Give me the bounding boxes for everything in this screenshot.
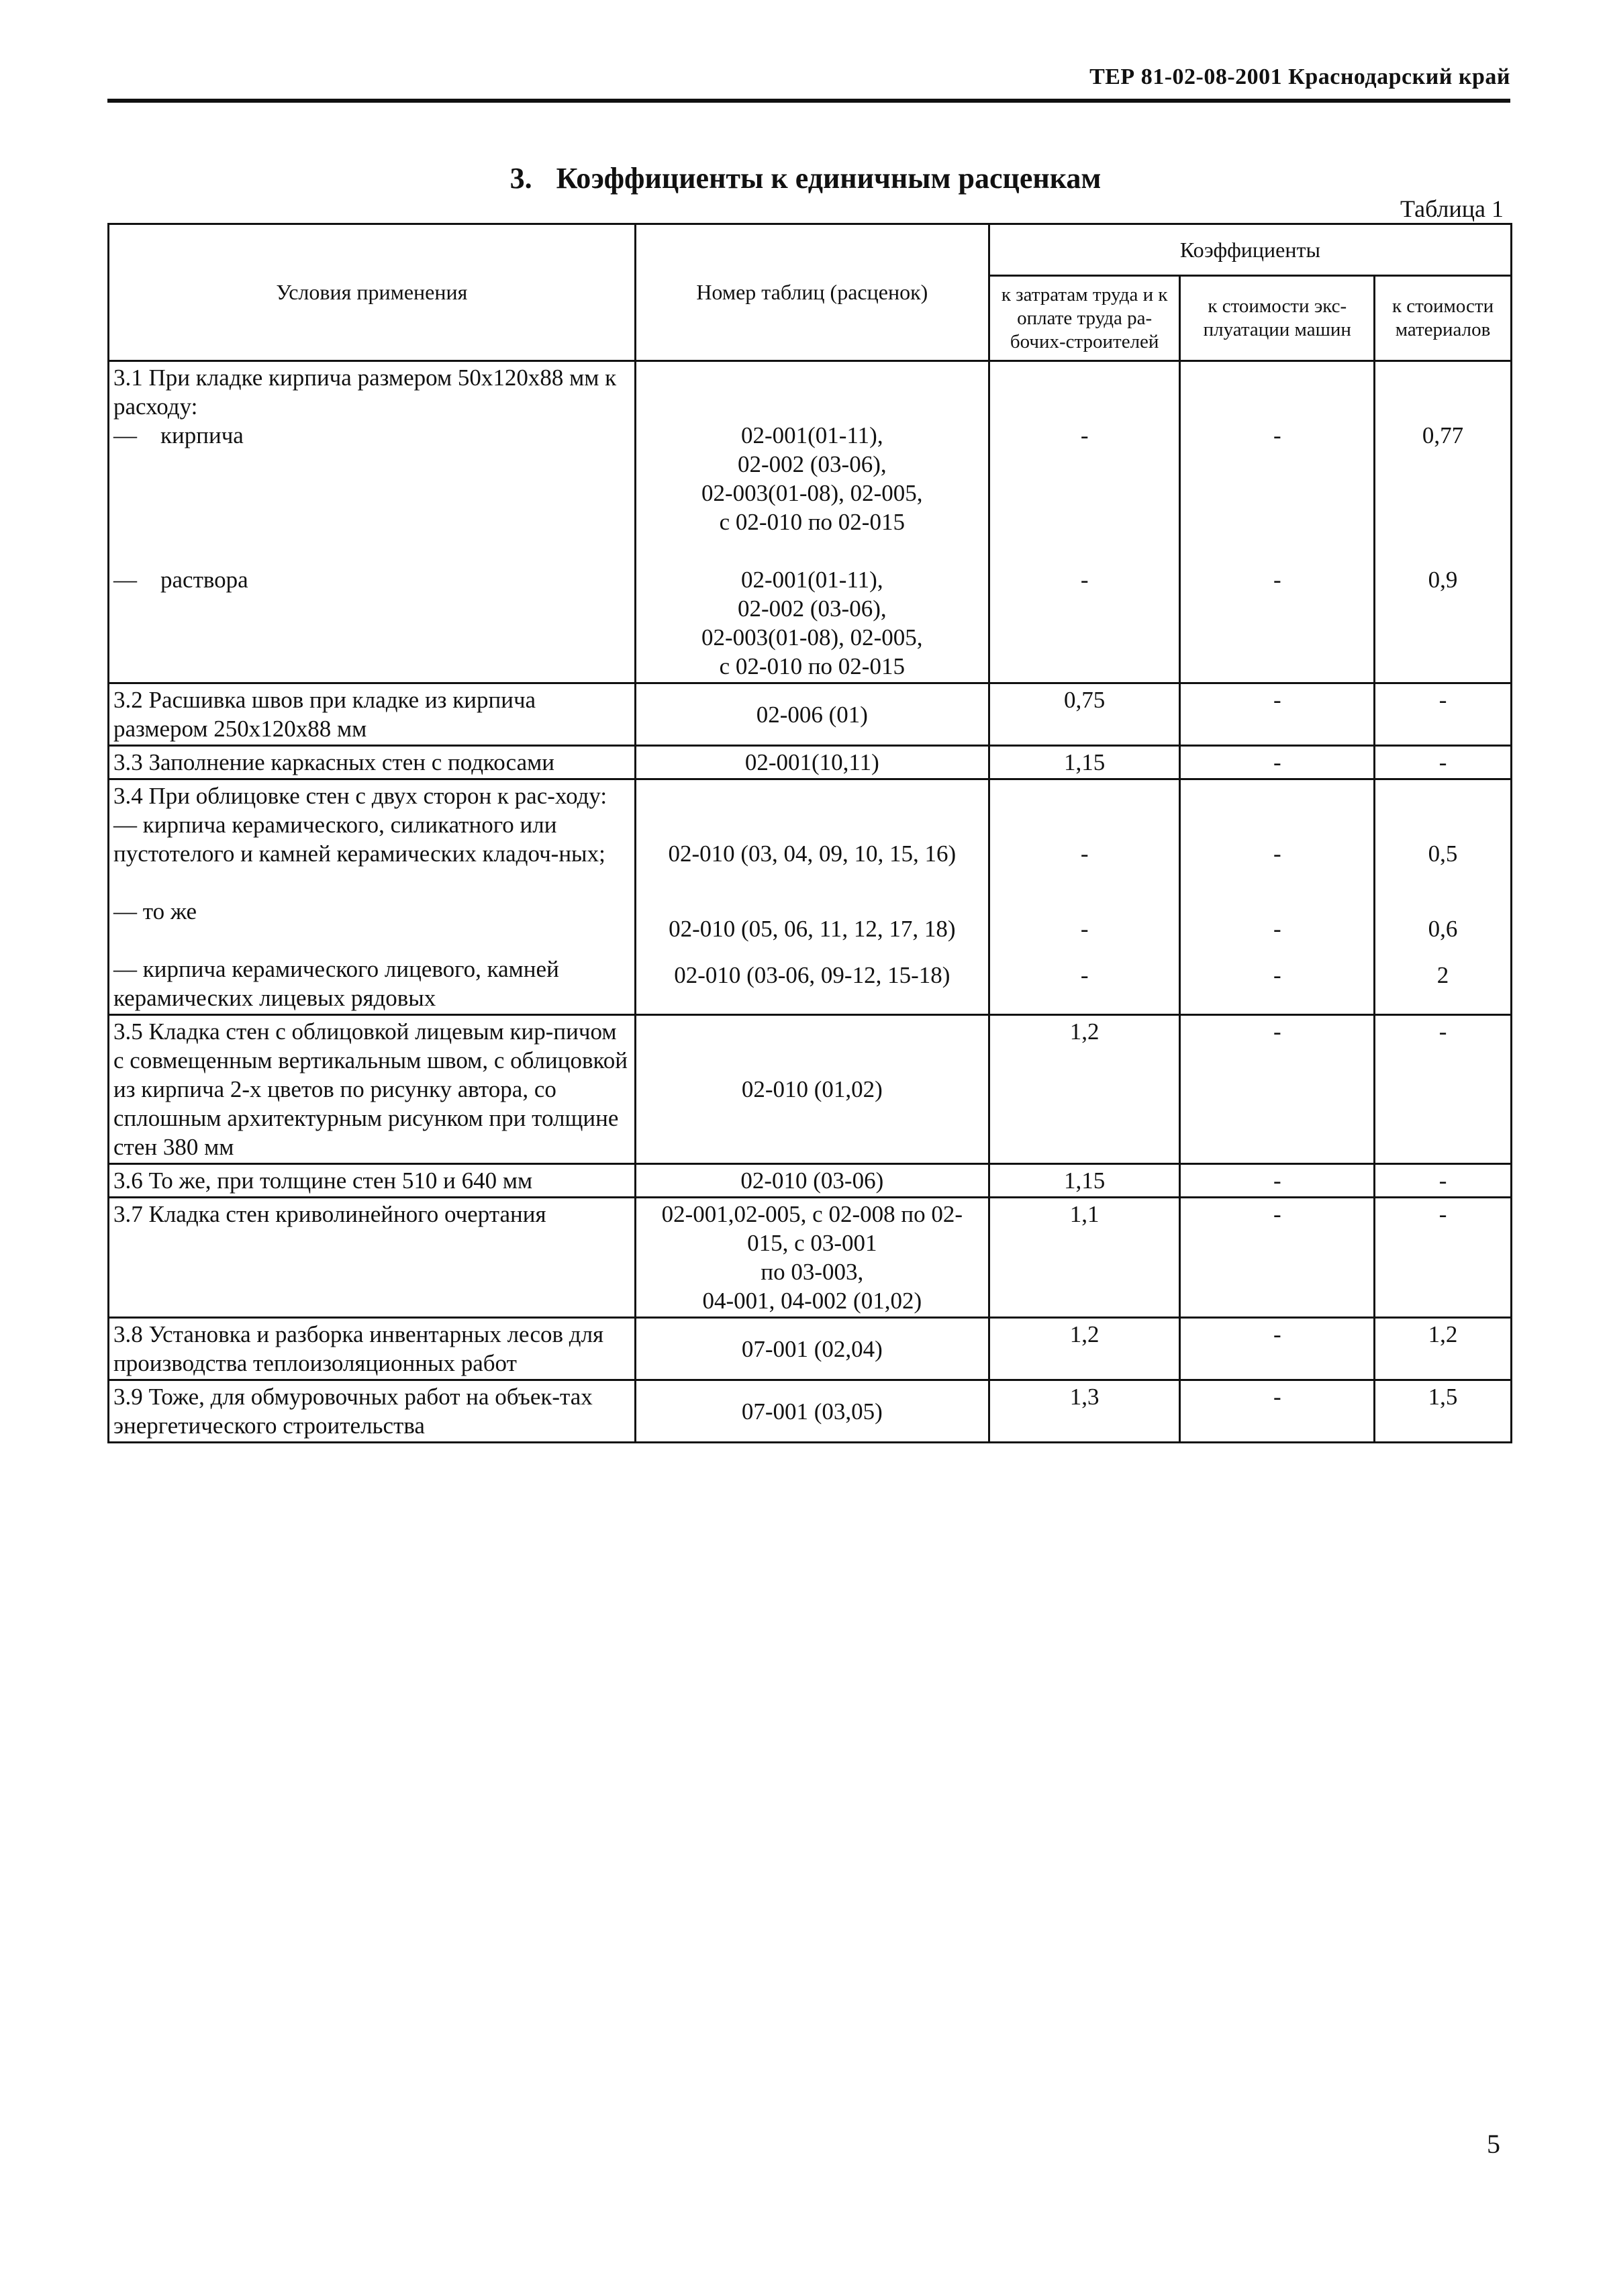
coefficient-value: 0,5 — [1428, 841, 1458, 867]
materials-coefficient-cell: - — [1375, 1198, 1512, 1318]
condition-cell: 3.5 Кладка стен с облицовкой лицевым кир-пичом с совмещенным вертикальным швом, с облицовкой из кирпича 2-х цветов по рисунку автора, со сплошным архитектурным рисунком при толщине стен 380 мм — [109, 1015, 636, 1164]
table-number-cell — [635, 361, 989, 683]
condition-subitem: — кирпича керамического, силикатного или пустотелого и камней керамических кладоч-ных; — [113, 812, 605, 867]
table-row — [109, 1318, 1512, 1380]
table-number-line: 02-001,02-005, с 02-008 по 02- — [661, 1201, 963, 1227]
section-title — [0, 161, 1611, 195]
condition-cell: 3.6 То же, при толщине стен 510 и 640 мм — [109, 1164, 636, 1198]
condition-cell: 3.3 Заполнение каркасных стен с подкосами — [109, 746, 636, 779]
condition-subitem: — то же — [113, 898, 197, 924]
condition-cell — [109, 361, 636, 683]
table-number-cell: 02-001(10,11) — [635, 746, 989, 779]
table-number-line: 015, с 03-001 — [747, 1230, 877, 1256]
condition-subitem: раствора — [160, 567, 248, 593]
materials-coefficient-cell — [1375, 361, 1512, 683]
labor-coefficient-cell: 1,2 — [989, 1015, 1180, 1164]
column-header-coefficients: Коэффициенты — [989, 224, 1511, 276]
labor-coefficient-cell: 0,75 — [989, 683, 1180, 746]
labor-coefficient-cell — [989, 779, 1180, 1015]
machines-coefficient-cell: - — [1180, 1318, 1375, 1380]
coefficient-value: - — [1080, 422, 1089, 448]
table-number-line: с 02-010 по 02-015 — [719, 509, 905, 535]
machines-coefficient-cell: - — [1180, 1015, 1375, 1164]
dash-mark: — — [113, 422, 137, 448]
table-label: Таблица 1 — [1400, 195, 1504, 222]
table-row — [109, 1380, 1512, 1443]
condition-cell: 3.8 Установка и разборка инвентарных лесов для производства теплоизоляционных работ — [109, 1318, 636, 1380]
table-number-line: 02-001(01-11), — [741, 422, 883, 448]
condition-subitem: — кирпича керамического лицевого, камней керамических лицевых рядовых — [113, 956, 559, 1011]
materials-coefficient-cell: 1,2 — [1375, 1318, 1512, 1380]
dash-mark: — — [113, 567, 137, 593]
table-number-line: по 03-003, — [761, 1259, 864, 1285]
coefficient-value: - — [1273, 567, 1281, 593]
coefficient-value: - — [1080, 841, 1089, 867]
table-row — [109, 779, 1512, 1015]
coefficient-value: 0,9 — [1428, 567, 1458, 593]
column-header-labor: к затратам труда и к оплате труда ра-бочих-строителей — [989, 276, 1180, 361]
table-number-cell: 07-001 (03,05) — [635, 1380, 989, 1443]
coefficient-value: - — [1273, 916, 1281, 942]
table-row — [109, 1015, 1512, 1164]
coefficient-value: - — [1273, 962, 1281, 988]
condition-subitem: кирпича — [160, 422, 244, 448]
materials-coefficient-cell: - — [1375, 746, 1512, 779]
table-number-cell: 02-010 (03-06) — [635, 1164, 989, 1198]
coefficient-value: 0,6 — [1428, 916, 1458, 942]
machines-coefficient-cell: - — [1180, 1380, 1375, 1443]
table-number-line: 04-001, 04-002 (01,02) — [702, 1288, 922, 1314]
column-header-conditions: Условия применения — [109, 224, 636, 361]
table-number-line: с 02-010 по 02-015 — [719, 653, 905, 679]
table-row — [109, 361, 1512, 683]
table-number-cell — [635, 779, 989, 1015]
table-number-line: 02-001(01-11), — [741, 567, 883, 593]
coefficient-value: - — [1273, 841, 1281, 867]
coefficient-value: - — [1080, 567, 1089, 593]
column-header-machines: к стоимости экс-плуатации машин — [1180, 276, 1375, 361]
table-number-line: 02-002 (03-06), — [737, 595, 887, 622]
machines-coefficient-cell: - — [1180, 1164, 1375, 1198]
table-number-line: 02-010 (03-06, 09-12, 15-18) — [674, 962, 950, 988]
table-number-cell — [635, 1198, 989, 1318]
condition-cell: 3.9 Тоже, для обмуровочных работ на объек-тах энергетического строительства — [109, 1380, 636, 1443]
condition-cell: 3.2 Расшивка швов при кладке из кирпича размером 250х120х88 мм — [109, 683, 636, 746]
materials-coefficient-cell — [1375, 779, 1512, 1015]
labor-coefficient-cell — [989, 361, 1180, 683]
coefficient-value: - — [1080, 962, 1089, 988]
table-number-line: 02-010 (05, 06, 11, 12, 17, 18) — [669, 916, 956, 942]
table-number-cell: 02-006 (01) — [635, 683, 989, 746]
labor-coefficient-cell: 1,15 — [989, 1164, 1180, 1198]
coefficient-value: 0,77 — [1422, 422, 1464, 448]
materials-coefficient-cell: - — [1375, 1164, 1512, 1198]
machines-coefficient-cell: - — [1180, 746, 1375, 779]
header-rule — [107, 99, 1510, 103]
machines-coefficient-cell — [1180, 779, 1375, 1015]
condition-text: 3.1 При кладке кирпича размером 50х120х88 мм к расходу: — [113, 365, 617, 420]
table-row — [109, 1164, 1512, 1198]
materials-coefficient-cell: - — [1375, 683, 1512, 746]
table-number-line: 02-010 (03, 04, 09, 10, 15, 16) — [668, 841, 957, 867]
machines-coefficient-cell: - — [1180, 683, 1375, 746]
machines-coefficient-cell: - — [1180, 1198, 1375, 1318]
section-title-text: Коэффициенты к единичным расценкам — [556, 162, 1102, 195]
coefficient-value: 2 — [1436, 962, 1449, 988]
materials-coefficient-cell: - — [1375, 1015, 1512, 1164]
labor-coefficient-cell: 1,3 — [989, 1380, 1180, 1443]
section-number: 3. — [509, 162, 532, 195]
table-row — [109, 683, 1512, 746]
table-number-cell: 02-010 (01,02) — [635, 1015, 989, 1164]
machines-coefficient-cell — [1180, 361, 1375, 683]
labor-coefficient-cell: 1,1 — [989, 1198, 1180, 1318]
materials-coefficient-cell: 1,5 — [1375, 1380, 1512, 1443]
page-number: 5 — [1487, 2129, 1500, 2159]
coefficients-table — [107, 223, 1512, 1443]
table-row — [109, 1198, 1512, 1318]
document-header: ТЕР 81-02-08-2001 Краснодарский край — [1089, 64, 1510, 89]
table-number-line: 02-003(01-08), 02-005, — [701, 624, 923, 651]
coefficient-value: - — [1080, 916, 1089, 942]
condition-text: 3.4 При облицовке стен с двух сторон к рас-ходу: — [113, 783, 607, 809]
table-row — [109, 746, 1512, 779]
column-header-table-numbers: Номер таблиц (расценок) — [635, 224, 989, 361]
column-header-materials: к стоимости материалов — [1375, 276, 1512, 361]
table-number-cell: 07-001 (02,04) — [635, 1318, 989, 1380]
table-number-line: 02-002 (03-06), — [737, 451, 887, 477]
table-header-row — [109, 224, 1512, 276]
condition-cell — [109, 779, 636, 1015]
coefficient-value: - — [1273, 422, 1281, 448]
labor-coefficient-cell: 1,2 — [989, 1318, 1180, 1380]
condition-cell: 3.7 Кладка стен криволинейного очертания — [109, 1198, 636, 1318]
labor-coefficient-cell: 1,15 — [989, 746, 1180, 779]
table-number-line: 02-003(01-08), 02-005, — [701, 480, 923, 506]
